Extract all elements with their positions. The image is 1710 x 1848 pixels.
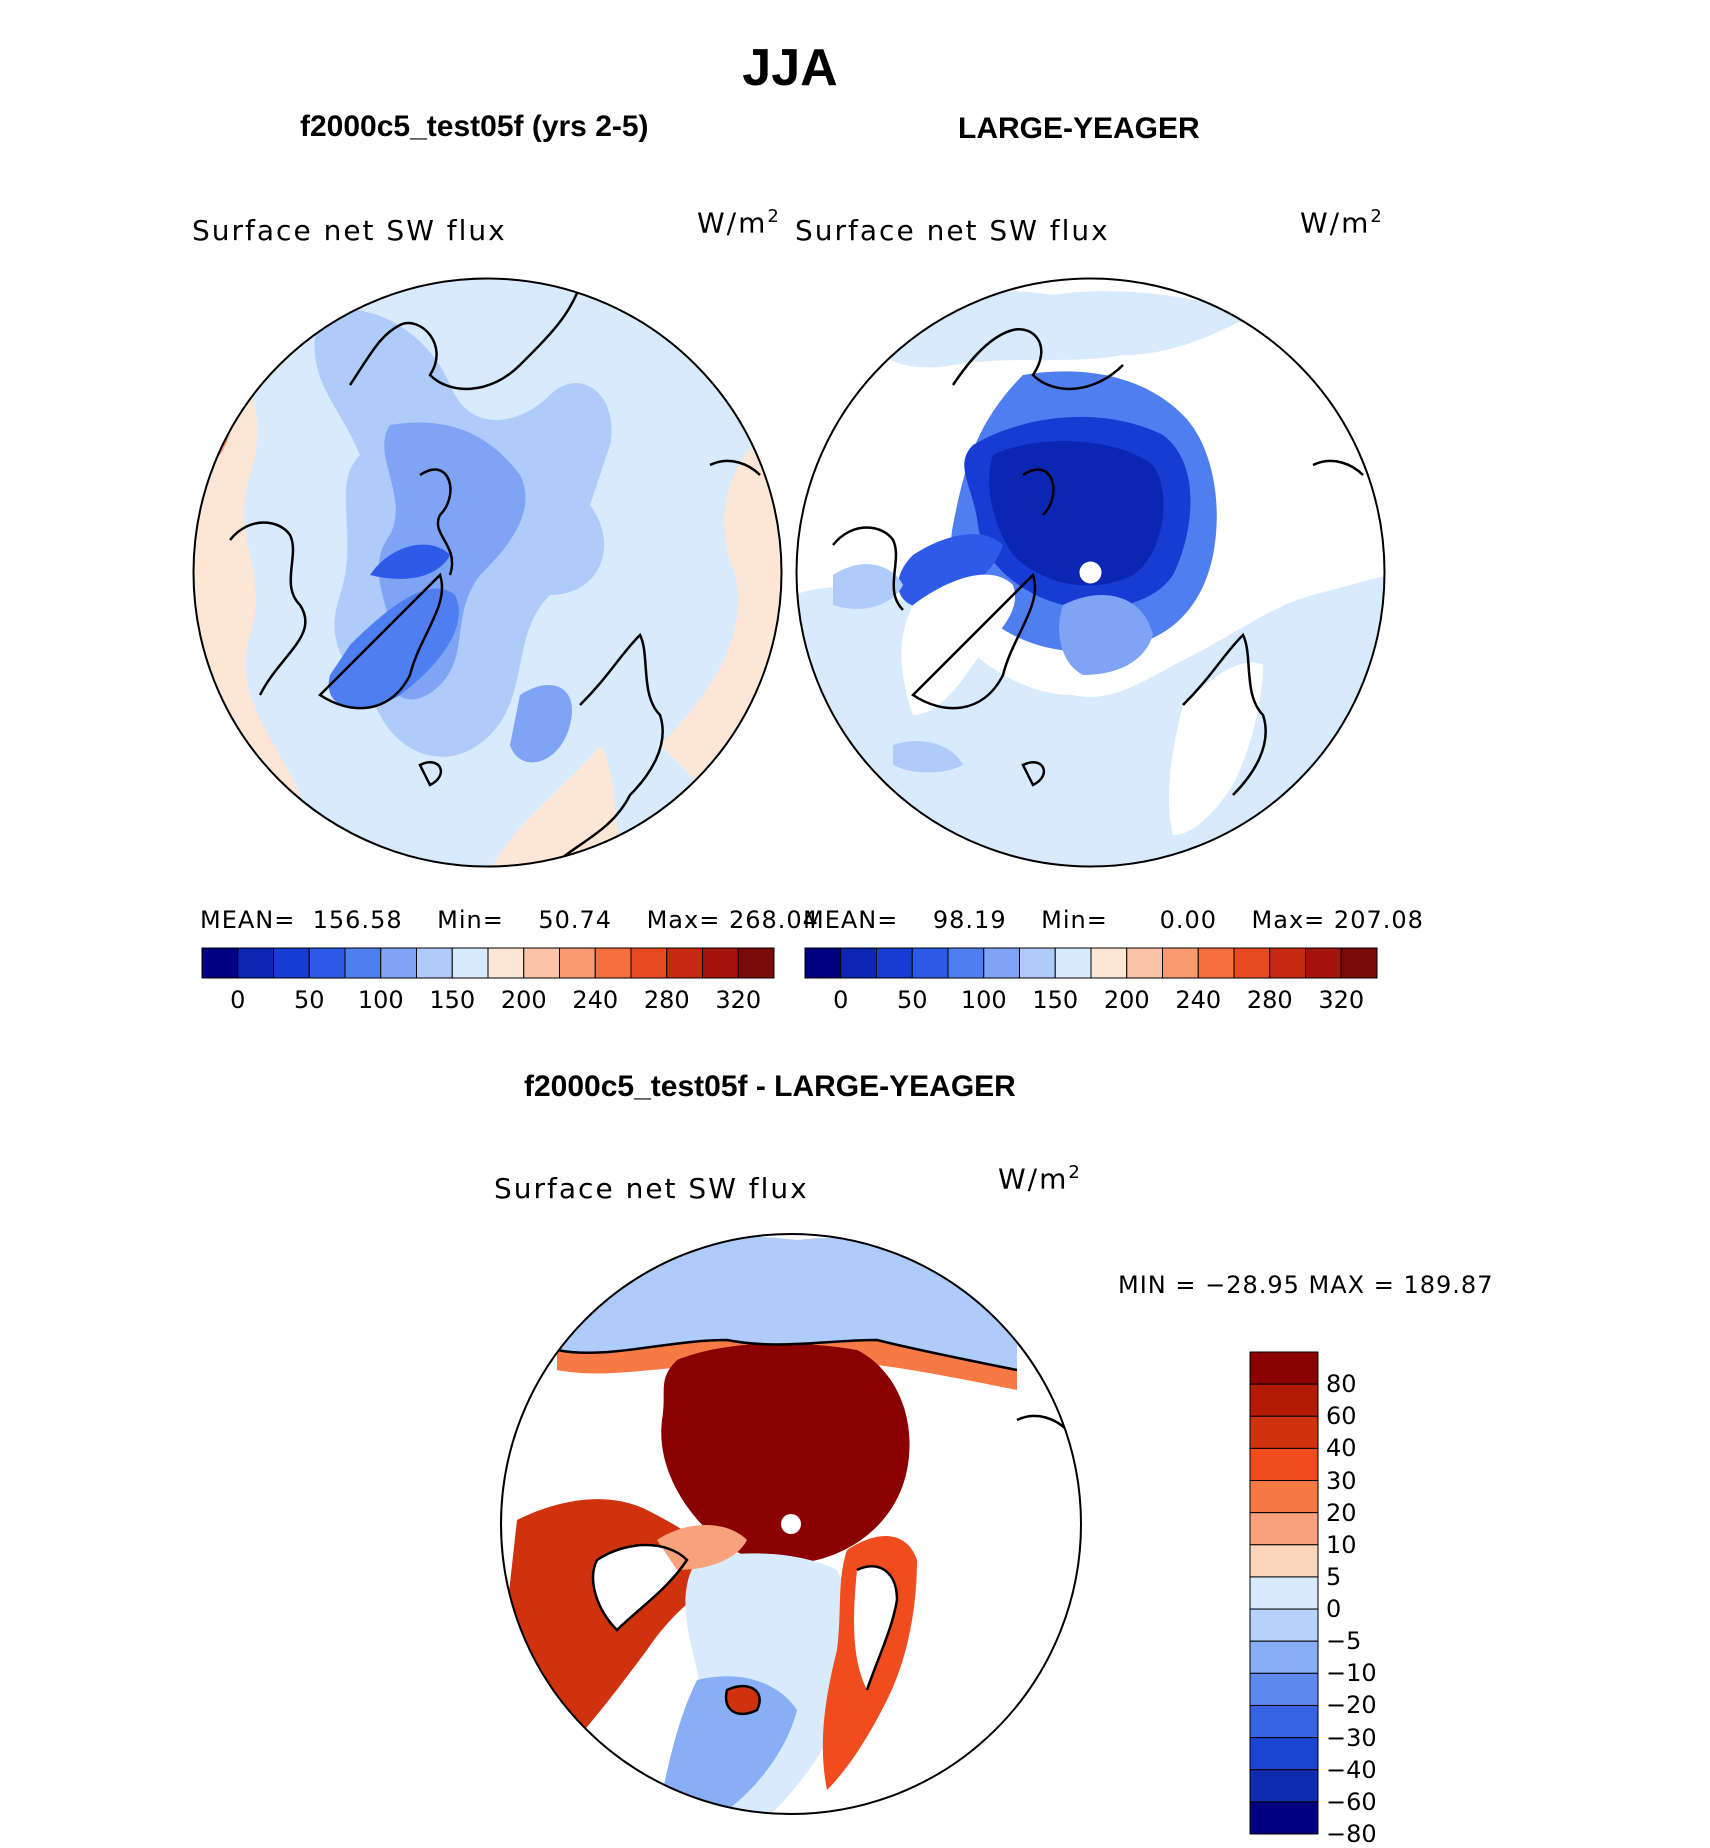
panel-2-colorbar-swatch [841,948,877,978]
panel-1-colorbar-swatch [703,948,739,978]
panel-1-colorbar-swatch [274,948,310,978]
panel-1-colorbar-tick-label: 50 [293,986,325,1014]
panel-2-stats: MEAN= 98.19 Min= 0.00 Max= 207.08 [803,906,1424,934]
panel-3-colorbar-tick-label: 20 [1326,1498,1357,1527]
panel-2-colorbar-swatch [1127,948,1163,978]
panel-3-colorbar-tick-label: −10 [1326,1659,1377,1688]
panel-2-colorbar-tick-label: 280 [1246,986,1293,1014]
figure-title: JJA [742,39,838,97]
panel-3-colorbar-tick-label: 60 [1326,1402,1357,1431]
panel-3-title: f2000c5_test05f - LARGE-YEAGER [524,1070,1016,1103]
panel-3-variable: Surface net SW flux [494,1172,809,1205]
panel-3-colorbar-tick-label: 30 [1326,1466,1357,1495]
panel-1-colorbar-tick-label: 280 [643,986,690,1014]
panel-1-colorbar-swatch [738,948,774,978]
panel-2-colorbar-swatch [1163,948,1199,978]
panel-1-colorbar [202,948,774,978]
panel-2-colorbar-swatch [1198,948,1234,978]
panel-1-colorbar-ticks [202,986,774,1016]
panel-2-colorbar-swatch [1020,948,1056,978]
panel-3-units: $W/m^2$ [998,1162,1082,1196]
panel-1-colorbar-swatch [631,948,667,978]
panel-3-colorbar-swatch [1250,1384,1318,1416]
panel-1-stats: MEAN= 156.58 Min= 50.74 Max= 268.04 [200,906,819,934]
panel-1-colorbar-tick-label: 100 [357,986,404,1014]
panel-1-colorbar-tick-label: 0 [230,986,246,1014]
panel-2-units: $W/m^2$ [1300,206,1384,240]
panel-1-colorbar-tick-label: 150 [429,986,476,1014]
panel-1-variable: Surface net SW flux [192,214,507,247]
panel-3-colorbar-ticks [1326,1352,1406,1848]
panel-2-colorbar-swatch [948,948,984,978]
panel-2-colorbar-tick-label: 0 [833,986,849,1014]
panel-1-title: f2000c5_test05f (yrs 2-5) [300,110,649,143]
panel-1-colorbar-swatch [452,948,488,978]
panel-1-colorbar-swatch [524,948,560,978]
panel-3-minmax: MIN = −28.95 MAX = 189.87 [1118,1271,1494,1299]
panel-2-colorbar-swatch [1055,948,1091,978]
panel-2-variable: Surface net SW flux [795,214,1110,247]
panel-3-colorbar-swatch [1250,1609,1318,1641]
panel-3-colorbar-swatch [1250,1352,1318,1384]
panel-3-colorbar-tick-label: 5 [1326,1562,1342,1591]
panel-3-colorbar-swatch [1250,1577,1318,1609]
panel-3-colorbar-tick-label: 0 [1326,1595,1342,1624]
panel-3-colorbar-tick-label: −60 [1326,1787,1377,1816]
panel-1-colorbar-swatch [238,948,274,978]
panel-2-colorbar-swatch [1341,948,1377,978]
panel-1-colorbar-swatch [488,948,524,978]
panel-1-colorbar-tick-label: 320 [715,986,762,1014]
panel-3-colorbar-tick-label: −40 [1326,1755,1377,1784]
panel-3-colorbar-tick-label: 40 [1326,1434,1357,1463]
panel-1-colorbar-swatch [417,948,453,978]
panel-3-map [497,1230,1085,1818]
panel-1-colorbar-swatch [667,948,703,978]
panel-1-colorbar-swatch [381,948,417,978]
panel-3-colorbar [1250,1352,1318,1834]
panel-2-colorbar-ticks [805,986,1377,1016]
panel-3-colorbar-swatch [1250,1673,1318,1705]
panel-2-colorbar [805,948,1377,978]
panel-3-colorbar-tick-label: 10 [1326,1530,1357,1559]
panel-2-colorbar-tick-label: 320 [1318,986,1365,1014]
panel-1-colorbar-swatch [345,948,381,978]
panel-2-title: LARGE-YEAGER [958,112,1200,145]
panel-3-colorbar-tick-label: −20 [1326,1691,1377,1720]
panel-1-map [190,275,785,870]
panel-3-colorbar-swatch [1250,1513,1318,1545]
panel-3-colorbar-swatch [1250,1448,1318,1480]
panel-3-colorbar-tick-label: −5 [1326,1627,1362,1656]
panel-3-colorbar-swatch [1250,1481,1318,1513]
panel-2-colorbar-swatch [877,948,913,978]
panel-3-colorbar-swatch [1250,1802,1318,1834]
panel-2-colorbar-swatch [805,948,841,978]
panel-3-colorbar-swatch [1250,1545,1318,1577]
panel-3-colorbar-swatch [1250,1705,1318,1737]
panel-1-colorbar-swatch [309,948,345,978]
panel-2-colorbar-swatch [912,948,948,978]
panel-2-colorbar-tick-label: 50 [896,986,928,1014]
panel-2-colorbar-swatch [1270,948,1306,978]
panel-2-colorbar-swatch [1234,948,1270,978]
panel-2-colorbar-swatch [984,948,1020,978]
panel-1-colorbar-tick-label: 200 [500,986,547,1014]
panel-1-colorbar-swatch [595,948,631,978]
panel-3-colorbar-swatch [1250,1416,1318,1448]
panel-1-units: $W/m^2$ [697,206,781,240]
panel-2-colorbar-swatch [1306,948,1342,978]
panel-3-colorbar-tick-label: −30 [1326,1723,1377,1752]
panel-2-colorbar-tick-label: 100 [960,986,1007,1014]
panel-3-colorbar-swatch [1250,1641,1318,1673]
panel-3-colorbar-swatch [1250,1770,1318,1802]
panel-2-map [793,275,1388,870]
panel-3-colorbar-swatch [1250,1738,1318,1770]
panel-1-colorbar-tick-label: 240 [572,986,619,1014]
panel-1-colorbar-swatch [202,948,238,978]
panel-2-colorbar-tick-label: 240 [1175,986,1222,1014]
panel-2-colorbar-swatch [1091,948,1127,978]
panel-3-colorbar-tick-label: −80 [1326,1820,1377,1848]
panel-2-colorbar-tick-label: 150 [1032,986,1079,1014]
panel-2-colorbar-tick-label: 200 [1103,986,1150,1014]
panel-1-colorbar-swatch [560,948,596,978]
panel-3-colorbar-tick-label: 80 [1326,1370,1357,1399]
